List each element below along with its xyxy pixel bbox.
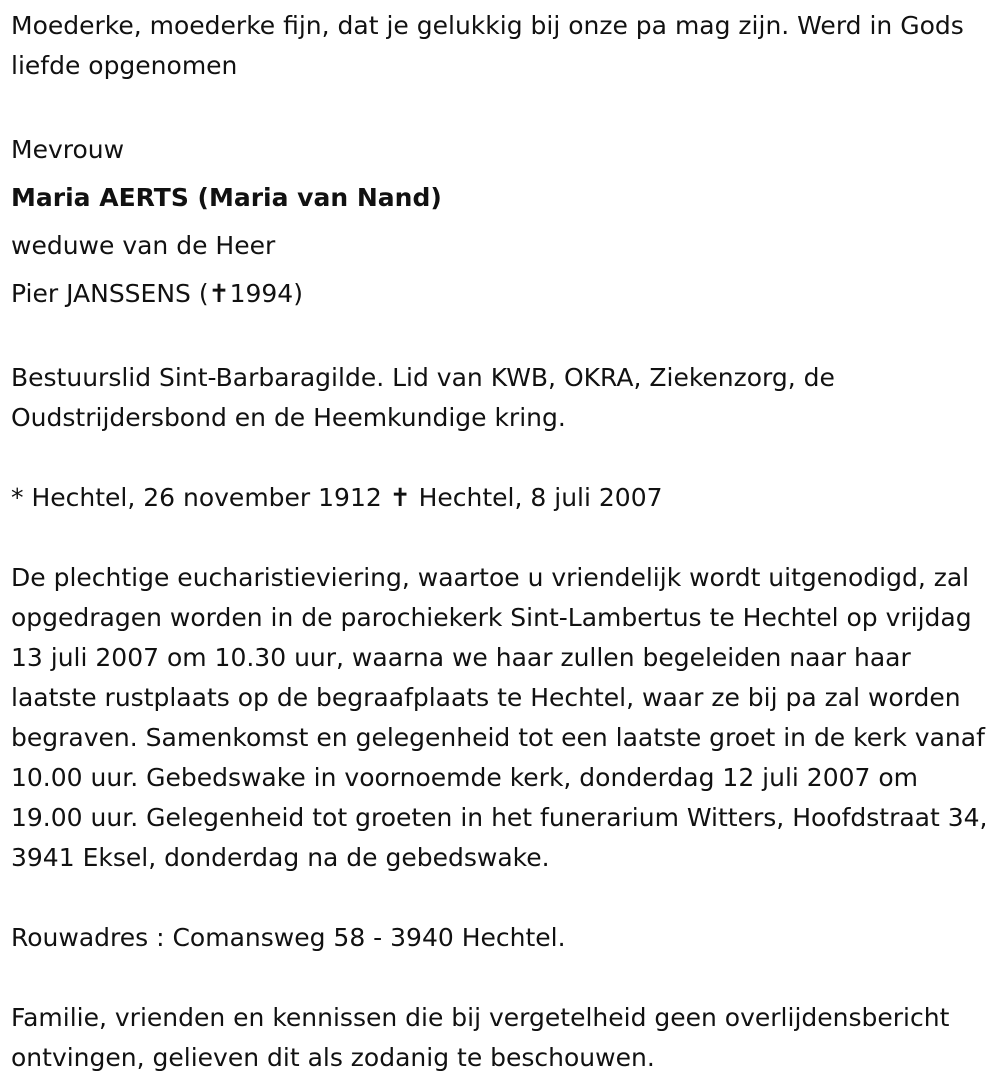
birth-death-dates: * Hechtel, 26 november 1912 ✝ Hechtel, 8 juli 2007 xyxy=(11,483,663,512)
spacer xyxy=(11,518,990,558)
deceased-name: Maria AERTS (Maria van Nand) xyxy=(11,183,442,212)
salutation: Mevrouw xyxy=(11,135,125,164)
spacer xyxy=(11,438,990,478)
husband-name: Pier JANSSENS (✝1994) xyxy=(11,279,303,308)
spacer xyxy=(11,318,990,358)
spacer xyxy=(11,86,990,126)
intro-text: Moederke, moederke fijn, dat je gelukkig bij onze pa mag zijn. Werd in Gods liefde opgenomen xyxy=(11,11,964,80)
spacer xyxy=(11,958,990,998)
funeral-service-text: De plechtige eucharistieviering, waartoe u vriendelijk wordt uitgenodigd, zal opgedragen worden in de parochiekerk Sint-Lambertus te Hechtel op vrijdag 13 juli 2007 om 10.30 uur, waarna we haar zullen begeleiden naar haar laatste rustplaats op de begraafplaats te Hechtel, waar ze bij pa zal worden begraven. Samenkomst en gelegenheid tot een laatste groet in de kerk vanaf 10.00 uur. Gebedswake in voornoemde kerk, donderdag 12 juli 2007 om 19.00 uur. Gelegenheid tot groeten in het funerarium Witters, Hoofdstraat 34, 3941 Eksel, donderdag na de gebedswake. xyxy=(11,563,988,872)
closing-text: Familie, vrienden en kennissen die bij vergetelheid geen overlijdensbericht ontvingen, gelieven dit als zodanig te beschouwen. xyxy=(11,1003,950,1072)
spacer xyxy=(11,878,990,918)
memberships-text: Bestuurslid Sint-Barbaragilde. Lid van KWB, OKRA, Ziekenzorg, de Oudstrijdersbond en de Heemkundige kring. xyxy=(11,363,835,432)
widow-of-text: weduwe van de Heer xyxy=(11,231,276,260)
mourning-address: Rouwadres : Comansweg 58 - 3940 Hechtel. xyxy=(11,923,566,952)
